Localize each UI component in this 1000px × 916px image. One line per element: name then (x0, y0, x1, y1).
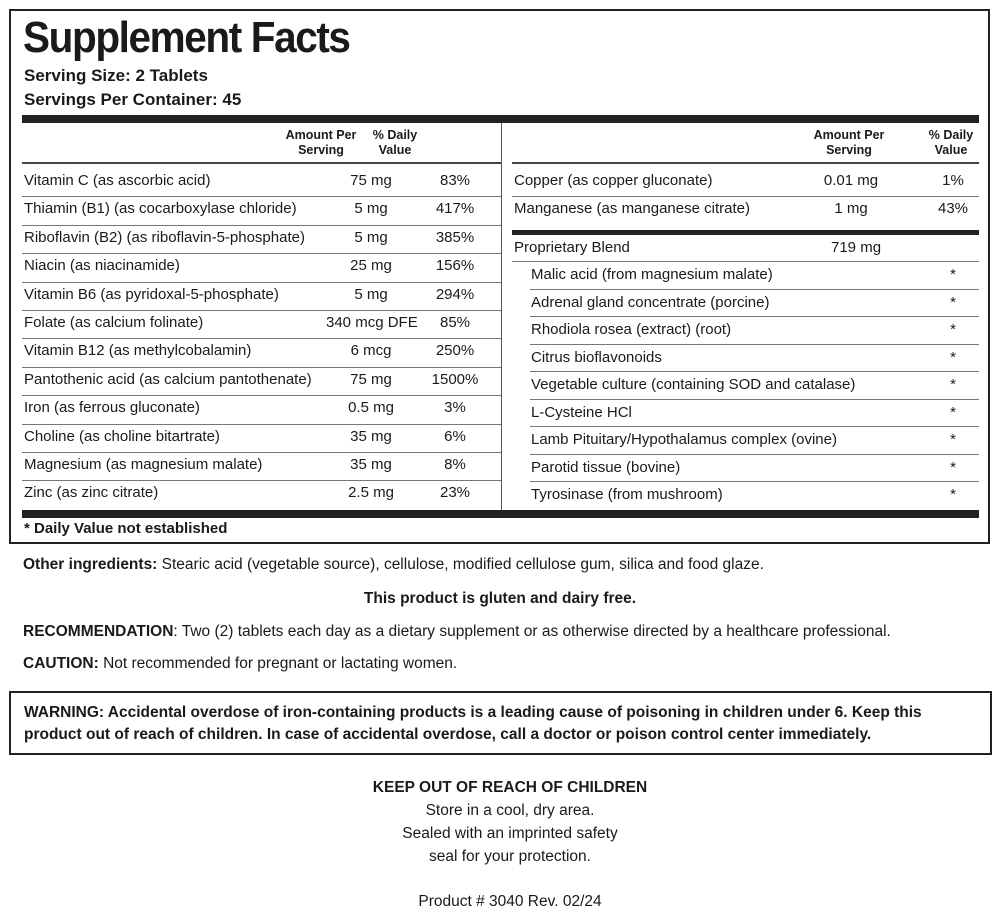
nutrient-name: Pantothenic acid (as calcium pantothenate) (24, 370, 312, 388)
iron-warning-text: WARNING: Accidental overdose of iron-containing products is a leading cause of poisoning in children under 6. Keep this product out of reach of children. In case of accidental overdose, call a doctor or poison control center immediately. (24, 704, 922, 743)
nutrient-daily-value: 294% (435, 285, 475, 303)
row-rule (22, 196, 501, 197)
nutrient-name: Choline (as choline bitartrate) (24, 427, 220, 445)
blend-ingredient-name: Citrus bioflavonoids (531, 348, 662, 366)
nutrient-name: Manganese (as manganese citrate) (514, 199, 750, 217)
column-divider (501, 123, 502, 510)
nutrient-amount: 5 mg (354, 200, 388, 218)
nutrient-daily-value: 417% (435, 200, 475, 218)
nutrient-amount: 35 mg (350, 427, 392, 445)
row-rule (530, 426, 979, 427)
storage-line-2: Sealed with an imprinted safety (402, 825, 618, 842)
recommendation (23, 623, 891, 641)
blend-name: Proprietary Blend (514, 239, 630, 256)
row-rule (22, 225, 501, 226)
nutrient-name: Magnesium (as magnesium malate) (24, 456, 263, 473)
blend-ingredient-dv: * (950, 403, 956, 421)
nutrient-amount: 0.5 mg (348, 399, 394, 417)
nutrient-daily-value: 43% (937, 199, 969, 217)
blend-ingredient-name: Parotid tissue (bovine) (531, 458, 681, 476)
nutrient-daily-value: 250% (435, 342, 475, 360)
row-rule (512, 261, 979, 262)
nutrient-name: Folate (as calcium folinate) (24, 314, 204, 331)
right-amount-header: Amount Per Serving (813, 128, 885, 157)
row-rule (512, 196, 979, 197)
row-rule (22, 310, 501, 311)
row-rule (22, 338, 501, 339)
serving-size: Serving Size: 2 Tablets (24, 66, 208, 85)
row-rule (22, 253, 501, 254)
blend-ingredient-name: L-Cysteine HCl (531, 403, 632, 421)
blend-ingredient-dv: * (950, 458, 956, 476)
nutrient-amount: 6 mcg (350, 342, 392, 360)
caution (23, 655, 457, 673)
nutrient-amount: 5 mg (354, 285, 388, 303)
nutrient-amount: 25 mg (350, 257, 392, 275)
caution-text: Not recommended for pregnant or lactating women. (98, 655, 458, 672)
nutrient-name: Vitamin C (as ascorbic acid) (24, 172, 211, 189)
other-ingredients-text: Stearic acid (vegetable source), cellulose, modified cellulose gum, silica and food glaze. (157, 556, 764, 573)
recommendation-label: RECOMMENDATION (23, 623, 174, 640)
blend-ingredient-name: Rhodiola rosea (extract) (root) (531, 321, 732, 338)
daily-value-footnote: * Daily Value not established (24, 520, 228, 537)
nutrient-daily-value: 3% (444, 399, 466, 417)
recommendation-text: : Two (2) tablets each day as a dietary supplement or as otherwise directed by a healthcare professional. (173, 623, 891, 640)
blend-ingredient-dv: * (950, 376, 956, 393)
row-rule (530, 454, 979, 455)
blend-ingredient-dv: * (950, 293, 956, 311)
nutrient-name: Iron (as ferrous gluconate) (24, 399, 200, 417)
row-rule (22, 282, 501, 283)
nutrient-name: Thiamin (B1) (as cocarboxylase chloride) (24, 200, 297, 218)
row-rule (22, 367, 501, 368)
nutrient-daily-value: 156% (435, 257, 475, 275)
nutrient-name: Zinc (as zinc citrate) (24, 484, 159, 502)
storage-line-3: seal for your protection. (429, 848, 591, 865)
nutrient-daily-value: 85% (439, 314, 471, 331)
blend-ingredient-dv: * (950, 321, 956, 338)
nutrient-daily-value: 6% (444, 427, 466, 445)
storage-line-1: Store in a cool, dry area. (425, 802, 595, 819)
blend-ingredient-name: Vegetable culture (containing SOD and catalase) (531, 376, 856, 393)
gluten-free-statement: This product is gluten and dairy free. (363, 590, 637, 607)
right-dv-header: % Daily Value (928, 128, 974, 157)
nutrient-daily-value: 8% (444, 456, 466, 473)
row-rule (22, 424, 501, 425)
nutrient-daily-value: 385% (435, 228, 475, 246)
other-ingredients (23, 556, 764, 574)
blend-ingredient-name: Lamb Pituitary/Hypothalamus complex (ovine) (531, 431, 837, 448)
iron-warning-box (9, 691, 992, 755)
nutrient-amount: 5 mg (354, 228, 388, 246)
blend-ingredient-name: Adrenal gland concentrate (porcine) (531, 293, 770, 311)
nutrient-daily-value: 83% (439, 172, 471, 189)
row-rule (530, 289, 979, 290)
left-amount-header: Amount Per Serving (285, 128, 357, 157)
nutrient-name: Vitamin B12 (as methylcobalamin) (24, 342, 252, 360)
nutrient-name: Copper (as copper gluconate) (514, 172, 713, 189)
caution-label: CAUTION: (23, 655, 99, 672)
left-header-rule (22, 162, 501, 164)
servings-per-container: Servings Per Container: 45 (24, 90, 242, 109)
supplement-facts-panel (9, 9, 990, 544)
nutrient-amount: 75 mg (350, 370, 392, 388)
blend-ingredient-name: Malic acid (from magnesium malate) (531, 266, 773, 283)
row-rule (530, 316, 979, 317)
row-rule (530, 344, 979, 345)
bottom-divider-bar (22, 510, 979, 518)
blend-ingredient-dv: * (950, 486, 956, 503)
row-rule (22, 452, 501, 453)
nutrient-amount: 340 mcg DFE (326, 314, 418, 331)
nutrient-amount: 75 mg (350, 172, 392, 189)
nutrient-daily-value: 23% (439, 484, 471, 502)
panel-title: Supplement Facts (23, 13, 350, 62)
top-divider-bar (22, 115, 979, 123)
keep-out-heading: KEEP OUT OF REACH OF CHILDREN (372, 779, 648, 796)
blend-ingredient-dv: * (950, 431, 956, 448)
nutrient-amount: 0.01 mg (823, 172, 879, 189)
blend-ingredient-dv: * (950, 266, 956, 283)
blend-ingredient-dv: * (950, 348, 956, 366)
nutrient-daily-value: 1% (942, 172, 964, 189)
nutrient-name: Vitamin B6 (as pyridoxal-5-phosphate) (24, 285, 279, 303)
nutrient-amount: 1 mg (834, 199, 868, 217)
blend-divider-bar (512, 230, 979, 235)
right-header-rule (512, 162, 979, 164)
nutrient-amount: 35 mg (350, 456, 392, 473)
nutrient-name: Riboflavin (B2) (as riboflavin-5-phosphate) (24, 228, 305, 246)
blend-amount: 719 mg (831, 239, 882, 256)
blend-ingredient-name: Tyrosinase (from mushroom) (531, 486, 723, 503)
row-rule (22, 480, 501, 481)
row-rule (530, 481, 979, 482)
row-rule (22, 395, 501, 396)
other-ingredients-label: Other ingredients: (23, 556, 158, 573)
nutrient-daily-value: 1500% (431, 370, 479, 388)
row-rule (530, 399, 979, 400)
nutrient-amount: 2.5 mg (348, 484, 394, 502)
product-number: Product # 3040 Rev. 02/24 (418, 893, 602, 910)
row-rule (530, 371, 979, 372)
nutrient-name: Niacin (as niacinamide) (24, 257, 180, 275)
left-dv-header: % Daily Value (372, 128, 418, 157)
